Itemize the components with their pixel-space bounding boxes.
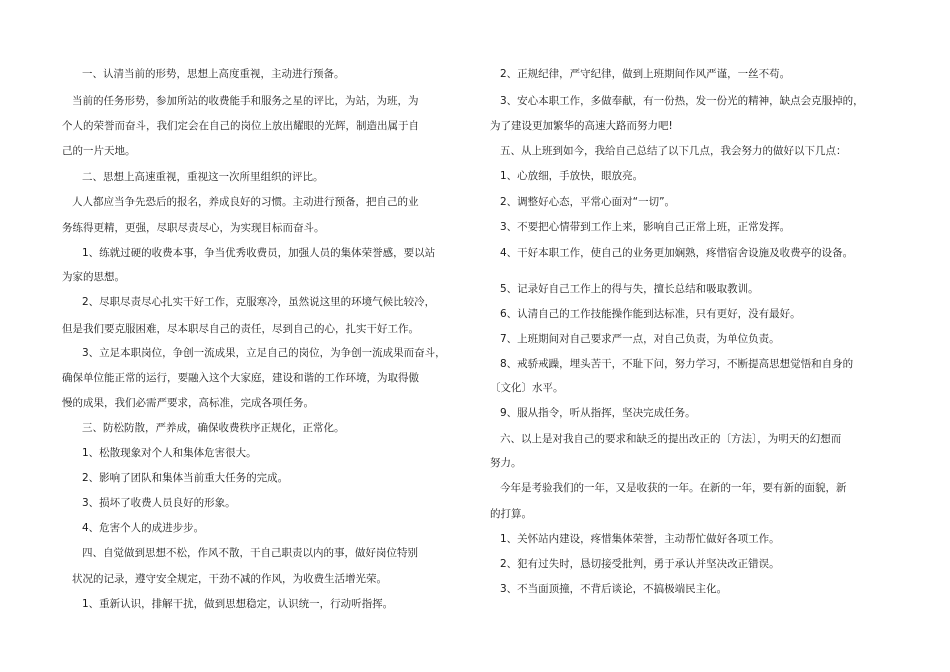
right-paragraph-line: 4、干好本职工作，使自己的业务更加娴熟，疼惜宿舍设施及收费亭的设备。 [500,247,854,259]
right-paragraph-line: 五、从上班到如今，我给自己总结了以下几点，我会努力的做好以下几点： [500,145,847,157]
right-paragraph-line: 3、不要把心情带到工作上来，影响自己正常上班，正常发挥。 [500,221,791,233]
right-paragraph-line: 1、关怀站内建设，疼惜集体荣誉，主动帮忙做好各项工作。 [500,533,780,545]
right-paragraph-line: 3、安心本职工作，多做奉献，有一份热，发一份光的精神，缺点会克服掉的， [500,95,864,107]
left-paragraph-line: 四、自觉做到思想不松，作风不散，干自己职责以内的事，做好岗位特别 [82,547,418,559]
right-paragraph-line: 8、戒骄戒躁，埋头苦干，不耻下问，努力学习，不断提高思想觉悟和自身的 [500,358,854,370]
right-paragraph-line: 的打算。 [490,508,532,520]
left-paragraph-line: 4、危害个人的成进步步。 [82,522,205,534]
right-paragraph-line: 7、上班期间对自己要求严一点，对自己负责，为单位负责。 [500,333,780,345]
left-paragraph-line: 个人的荣誉而奋斗，我们定会在自己的岗位上放出耀眼的光辉，制造出属于自 [62,120,419,132]
left-paragraph-line: 但是我们要克服困难，尽本职尽自己的责任，尽到自己的心，扎实干好工作。 [62,323,419,335]
left-paragraph-line: 三、防松防散，严养成，确保收费秩序正规化，正常化。 [82,422,345,434]
right-paragraph-line: 六、以上是对我自己的要求和缺乏的提出改正的〔方法〕，为明天的幻想而 [500,433,842,445]
left-paragraph-line: 1、重新认识，排解干扰，做到思想稳定，认识统一，行动听指挥。 [82,598,394,610]
left-paragraph-line: 人人都应当争先恐后的报名，养成良好的习惯。主动进行预备，把自己的业 [72,196,419,208]
left-paragraph-line: 状况的记录，遵守安全规定，干劲不减的作风，为收费生活增光荣。 [72,573,387,585]
left-paragraph-line: 2、影响了团队和集体当前重大任务的完成。 [82,472,289,484]
right-paragraph-line: 2、调整好心态，平常心面对“一切”。 [500,196,676,208]
left-paragraph-line: 1、练就过硬的收费本事，争当优秀收费员，加强人员的集体荣誉感，要以站 [82,247,436,259]
right-paragraph-line: 今年是考验我们的一年，又是收获的一年。在新的一年，要有新的面貌，新 [500,482,847,494]
left-paragraph-line: 慢的成果，我们必需严要求，高标准，完成各项任务。 [62,397,314,409]
right-paragraph-line: 2、正规纪律，严守纪律，做到上班期间作风严谨，一丝不苟。 [500,68,791,80]
right-paragraph-line: 2、犯有过失时，恳切接受批判，勇于承认并坚决改正错误。 [500,558,780,570]
left-paragraph-line: 当前的任务形势，参加所站的收费能手和服务之星的评比，为站，为班，为 [72,95,419,107]
left-paragraph-line: 3、损坏了收费人员良好的形象。 [82,497,236,509]
right-paragraph-line: 1、心放细，手放快，眼放亮。 [500,170,644,182]
left-paragraph-line: 为家的思想。 [62,271,125,283]
left-paragraph-line: 3、立足本职岗位，争创一流成果，立足自己的岗位，为争创一流成果而奋斗， [82,347,446,359]
right-paragraph-line: 为了建设更加繁华的高速大路而努力吧! [490,120,673,132]
left-paragraph-line: 确保单位能正常的运行，要融入这个大家庭，建设和谐的工作环境，为取得傲 [62,372,419,384]
left-paragraph-line: 一、认清当前的形势，思想上高度重视，主动进行预备。 [82,68,345,80]
right-paragraph-line: 〔文化〕水平。 [490,382,564,394]
left-paragraph-line: 2、尽职尽责尽心扎实干好工作，克服寒冷，虽然说这里的环境气候比较冷， [82,296,436,308]
left-paragraph-line: 务练得更精，更强，尽职尽责尽心，为实现目标而奋斗。 [62,222,325,234]
right-paragraph-line: 9、服从指令，听从指挥，坚决完成任务。 [500,407,696,419]
left-paragraph-line: 己的一片天地。 [62,145,136,157]
right-paragraph-line: 5、记录好自己工作上的得与失，擅长总结和吸取教训。 [500,283,759,295]
right-paragraph-line: 6、认清自己的工作技能操作能到达标准，只有更好，没有最好。 [500,308,801,320]
left-paragraph-line: 1、松散现象对个人和集体危害很大。 [82,447,257,459]
right-paragraph-line: 3、不当面顶撞，不背后谈论，不搞极端民主化。 [500,583,728,595]
left-paragraph-line: 二、思想上高速重视，重视这一次所里组织的评比。 [82,171,324,183]
right-paragraph-line: 努力。 [490,457,522,469]
